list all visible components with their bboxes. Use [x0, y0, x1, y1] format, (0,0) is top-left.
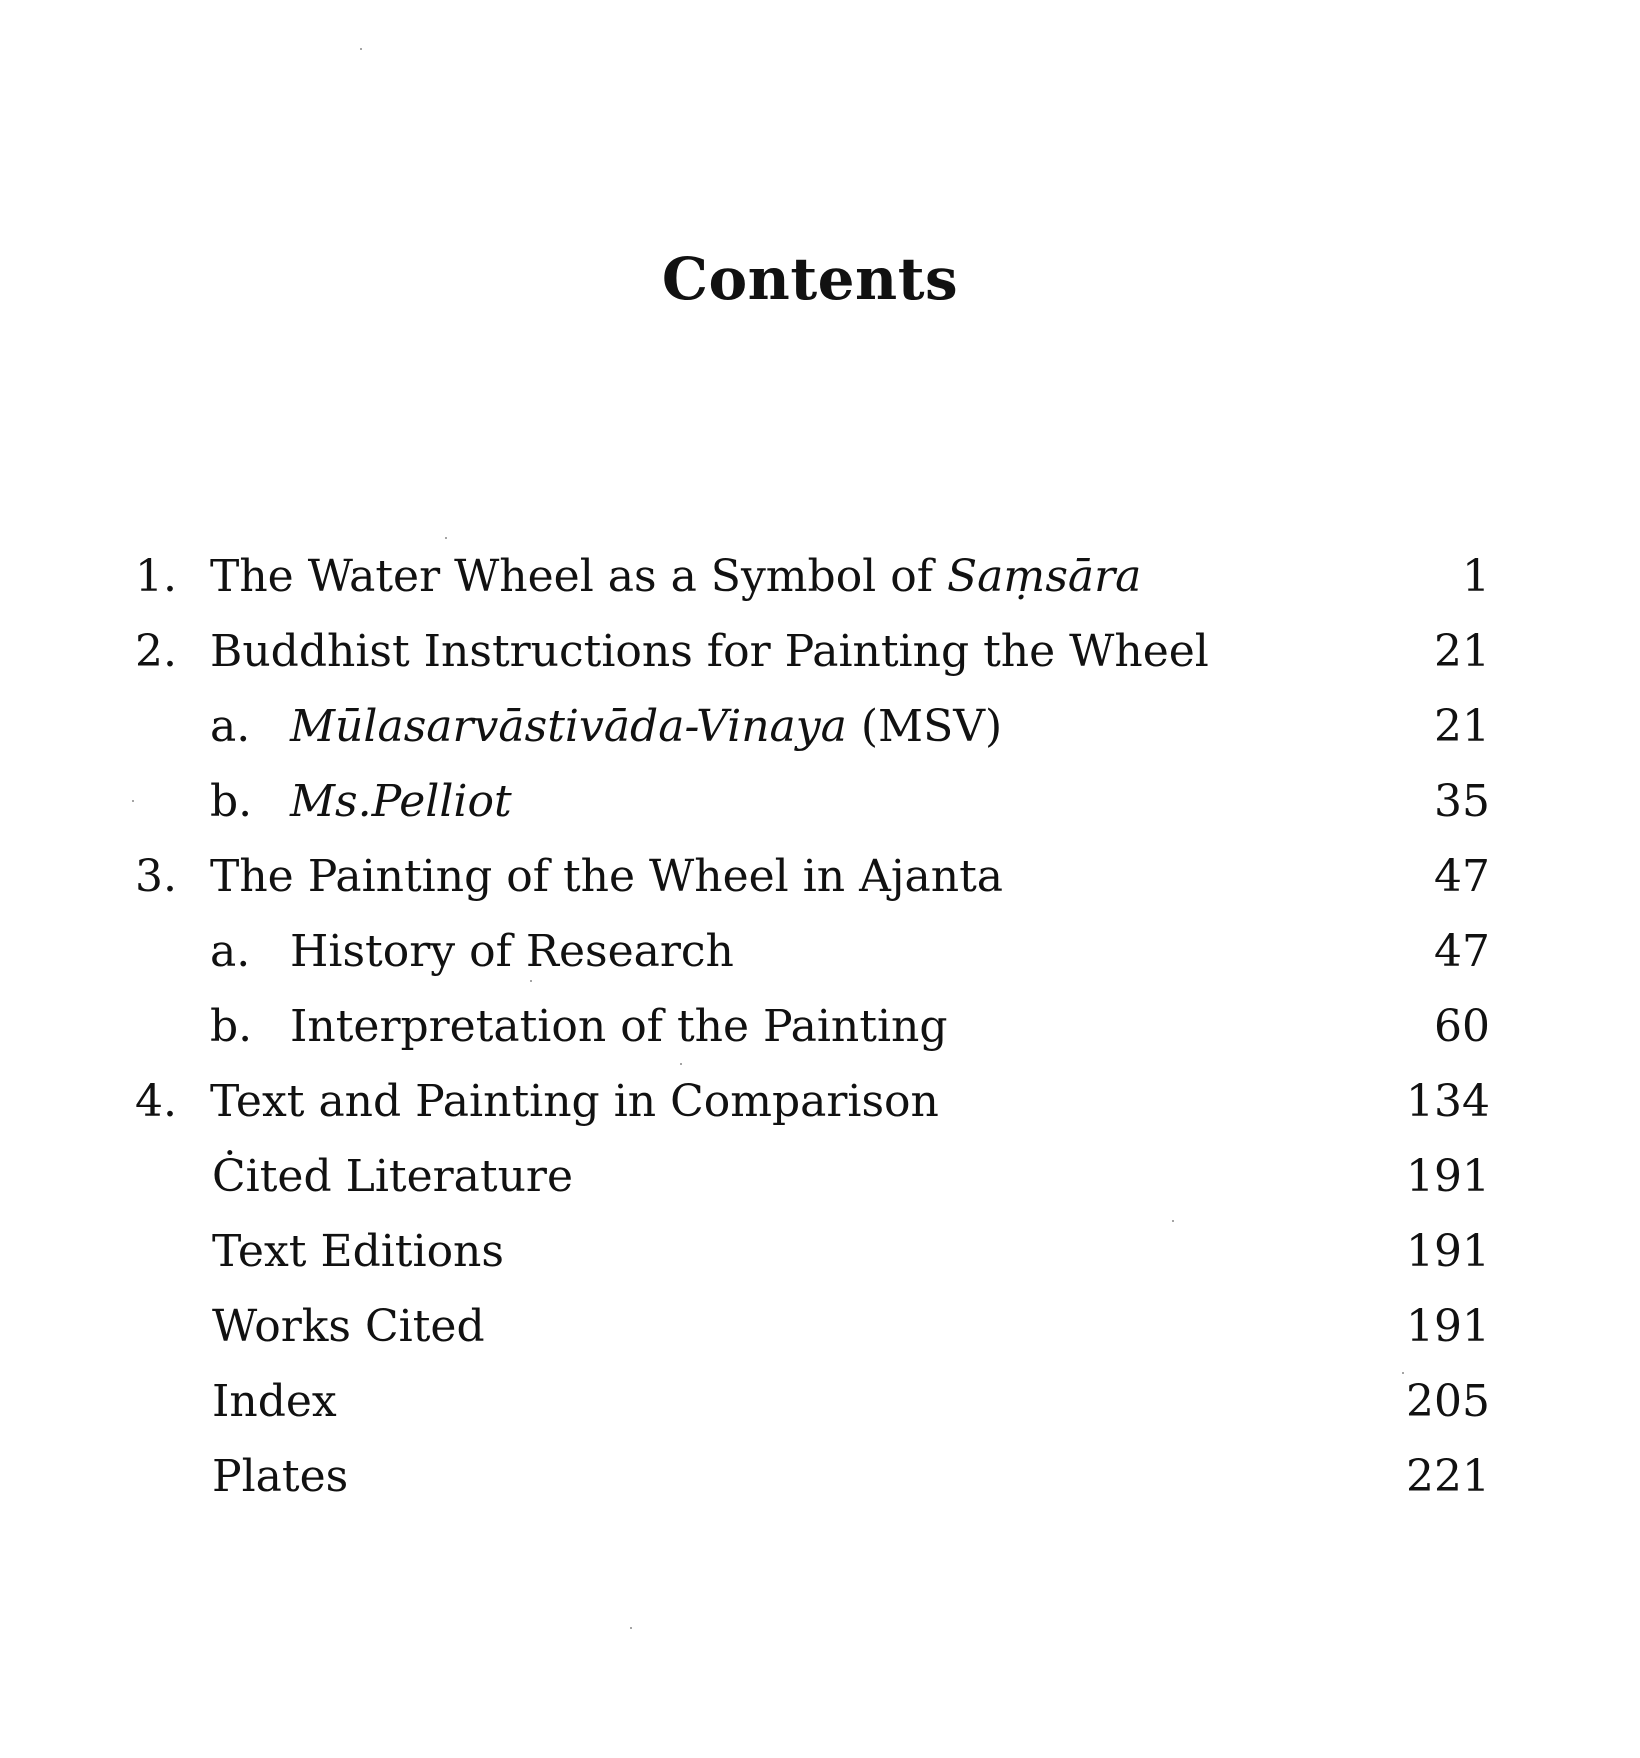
toc-entry-index[interactable]: [0, 1367, 1640, 1437]
entry-page-number: 21: [1434, 626, 1490, 677]
scan-speck: [445, 537, 447, 539]
entry-number: 4.: [135, 1076, 177, 1127]
toc-entry-text-editions[interactable]: [0, 1217, 1640, 1287]
entry-page-number: 21: [1434, 701, 1490, 752]
entry-title: Ċited Literature: [212, 1151, 573, 1202]
entry-title: Plates: [212, 1451, 349, 1502]
entry-letter: b.: [210, 1001, 253, 1052]
toc-entry-4[interactable]: [0, 1067, 1640, 1137]
scan-speck: [1402, 1372, 1404, 1374]
entry-title: Interpretation of the Painting: [290, 1001, 948, 1052]
page-title: Contents: [661, 245, 959, 313]
entry-page-number: 47: [1434, 926, 1490, 977]
toc-entry-works-cited[interactable]: [0, 1292, 1640, 1362]
entry-letter: a.: [210, 926, 251, 977]
entry-title: Buddhist Instructions for Painting the Wheel: [210, 626, 1209, 677]
entry-number: 2.: [135, 626, 177, 677]
entry-letter: b.: [210, 776, 253, 827]
entry-page-number: 47: [1434, 851, 1490, 902]
entry-page-number: 191: [1406, 1301, 1490, 1352]
entry-title: Ms.Pelliot: [290, 776, 512, 827]
toc-entry-2b[interactable]: [0, 767, 1640, 837]
entry-page-number: 134: [1406, 1076, 1490, 1127]
entry-letter: a.: [210, 701, 251, 752]
entry-number: 3.: [135, 851, 177, 902]
toc-entry-2[interactable]: [0, 617, 1640, 687]
entry-number: 1.: [135, 551, 177, 602]
entry-page-number: 60: [1434, 1001, 1490, 1052]
entry-title: Mūlasarvāstivāda-Vinaya (MSV): [290, 701, 1003, 752]
scan-speck: [530, 980, 532, 982]
entry-title: History of Research: [290, 926, 734, 977]
scan-speck: [360, 48, 362, 50]
scan-speck: [680, 1063, 682, 1065]
entry-title: The Painting of the Wheel in Ajanta: [210, 851, 1004, 902]
entry-page-number: 221: [1406, 1451, 1490, 1502]
entry-title: Index: [212, 1376, 337, 1427]
entry-title: Text and Painting in Comparison: [210, 1076, 939, 1127]
entry-title: The Water Wheel as a Symbol of Saṃsāra: [210, 551, 1142, 602]
entry-page-number: 191: [1406, 1226, 1490, 1277]
toc-entry-cited-literature[interactable]: [0, 1142, 1640, 1212]
entry-page-number: 35: [1434, 776, 1490, 827]
toc-entry-3b[interactable]: [0, 992, 1640, 1062]
toc-entry-plates[interactable]: [0, 1442, 1640, 1512]
toc-entry-3a[interactable]: [0, 917, 1640, 987]
scan-speck: [1172, 1220, 1174, 1222]
toc-entry-3[interactable]: [0, 842, 1640, 912]
scan-speck: [630, 1627, 632, 1629]
entry-page-number: 191: [1406, 1151, 1490, 1202]
entry-page-number: 1: [1462, 551, 1490, 602]
toc-entry-1[interactable]: [0, 542, 1640, 612]
toc-entry-2a[interactable]: [0, 692, 1640, 762]
entry-title: Works Cited: [212, 1301, 485, 1352]
entry-title: Text Editions: [212, 1226, 504, 1277]
entry-page-number: 205: [1406, 1376, 1490, 1427]
scan-speck: [132, 800, 134, 802]
